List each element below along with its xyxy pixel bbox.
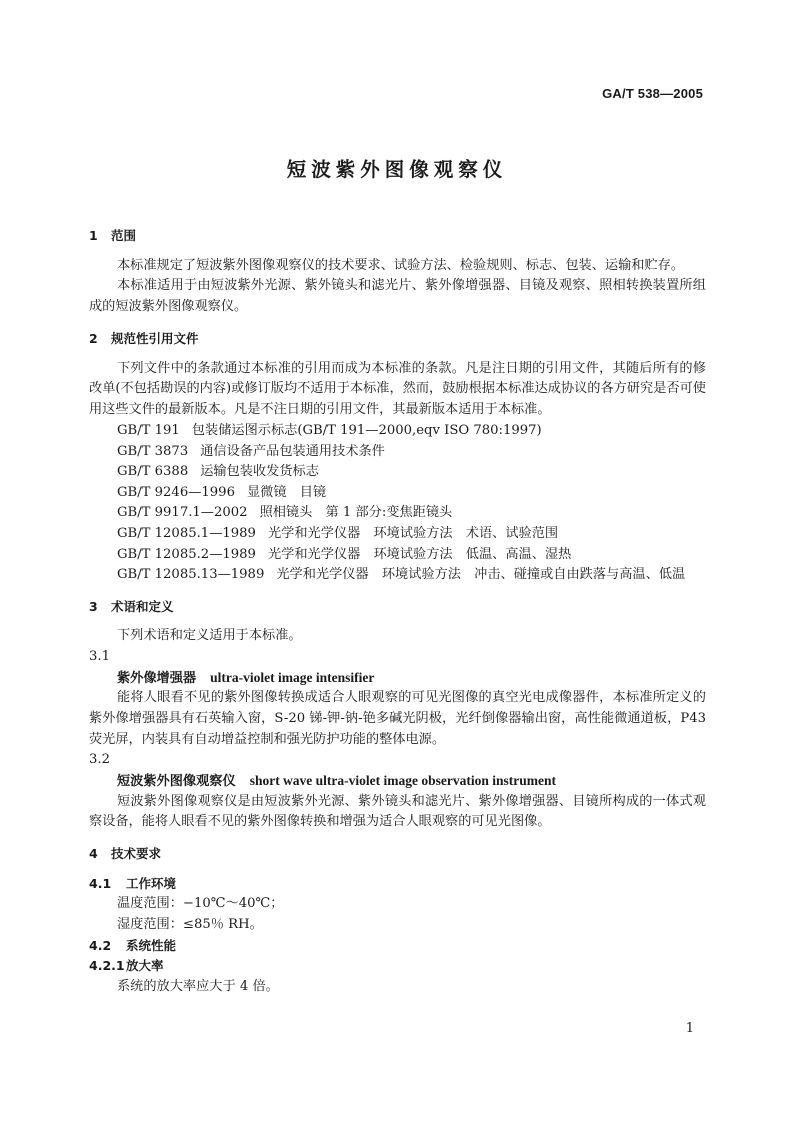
reference-item: GB/T 12085.2—1989 光学和光学仪器 环境试验方法 低温、高温、湿热 — [117, 546, 572, 562]
standard-code: GA/T 538—2005 — [602, 86, 703, 101]
term-definition: 短波紫外图像观察仪是由短波紫外光源、紫外镜头和滤光片、紫外像增强器、目镜所构成的一体式观察设备，能将人眼看不见的紫外图像转换和增强为适合人眼观察的可见光图像。 — [89, 793, 706, 830]
reference-item: GB/T 9246—1996 显微镜 目镜 — [117, 484, 327, 500]
section-1-paragraph-1: 本标准规定了短波紫外图像观察仪的技术要求、试验方法、检验规则、标志、包装、运输和贮存。 — [117, 257, 685, 273]
clause-number: 3.1 — [89, 648, 110, 664]
section-2-intro: 下列文件中的条款通过本标准的引用而成为本标准的条款。凡是注日期的引用文件，其随后所有的修改单(不包括勘误的内容)或修订版均不适用于本标准，然而，鼓励根据本标准达成协议的各方研究是否可使用这些文件的最新版本。凡是不注日期的引用文件，其最新版本适用于本标准。 — [89, 360, 706, 418]
clause-number: 3.2 — [89, 752, 110, 768]
subsection-4-2-1-heading: 4.2.1放大率 — [89, 958, 164, 974]
section-4-heading: 4 技术要求 — [89, 846, 162, 862]
page-number: 1 — [685, 1021, 694, 1036]
reference-item: GB/T 6388 运输包装收发货标志 — [117, 464, 319, 480]
section-1-heading: 1 范围 — [89, 228, 137, 243]
section-3-intro: 下列术语和定义适用于本标准。 — [117, 628, 302, 644]
subsection-4-1-heading: 4.1 工作环境 — [89, 875, 177, 891]
reference-item: GB/T 3873 通信设备产品包装通用技术条件 — [117, 443, 385, 459]
document-title: 短波紫外图像观察仪 — [286, 158, 508, 181]
reference-item: GB/T 12085.1—1989 光学和光学仪器 环境试验方法 术语、试验范围 — [117, 525, 559, 541]
term-definition: 能将人眼看不见的紫外图像转换成适合人眼观察的可见光图像的真空光电成像器件，本标准所定义的紫外像增强器具有石英输入窗，S-20 锑-钾-钠-铯多碱光阴极，光纤倒像器输出窗，高性能微通道板，P43 荧光屏，内装具有自动增益控制和强光防护功能的整体电源。 — [89, 690, 706, 747]
reference-item: GB/T 191 包装储运图示标志(GB/T 191—2000,eqv ISO 780:1997) — [117, 422, 542, 438]
term-heading: 紫外像增强器 ultra-violet image intensifier — [117, 669, 375, 686]
subsection-4-2-heading: 4.2 系统性能 — [89, 937, 177, 953]
humidity-range: 湿度范围：≤85％ RH。 — [117, 917, 263, 933]
term-heading: 短波紫外图像观察仪 short wave ultra-violet image observation instrument — [117, 773, 557, 790]
section-2-heading: 2 规范性引用文件 — [89, 330, 199, 346]
reference-item: GB/T 12085.13—1989 光学和光学仪器 环境试验方法 冲击、碰撞或自由跌落与高温、低温 — [117, 567, 686, 583]
section-1-paragraph-2: 本标准适用于由短波紫外光源、紫外镜头和滤光片、紫外像增强器、目镜及观察、照相转换装置所组成的短波紫外图像观察仪。 — [89, 278, 706, 315]
temperature-range: 温度范围：−10℃～40℃； — [117, 896, 284, 912]
reference-item: GB/T 9917.1—2002 照相镜头 第 1 部分:变焦距镜头 — [117, 505, 453, 521]
section-3-heading: 3 术语和定义 — [89, 598, 174, 614]
document-body — [89, 226, 706, 997]
magnification-requirement: 系统的放大率应大于 4 倍。 — [117, 978, 279, 994]
